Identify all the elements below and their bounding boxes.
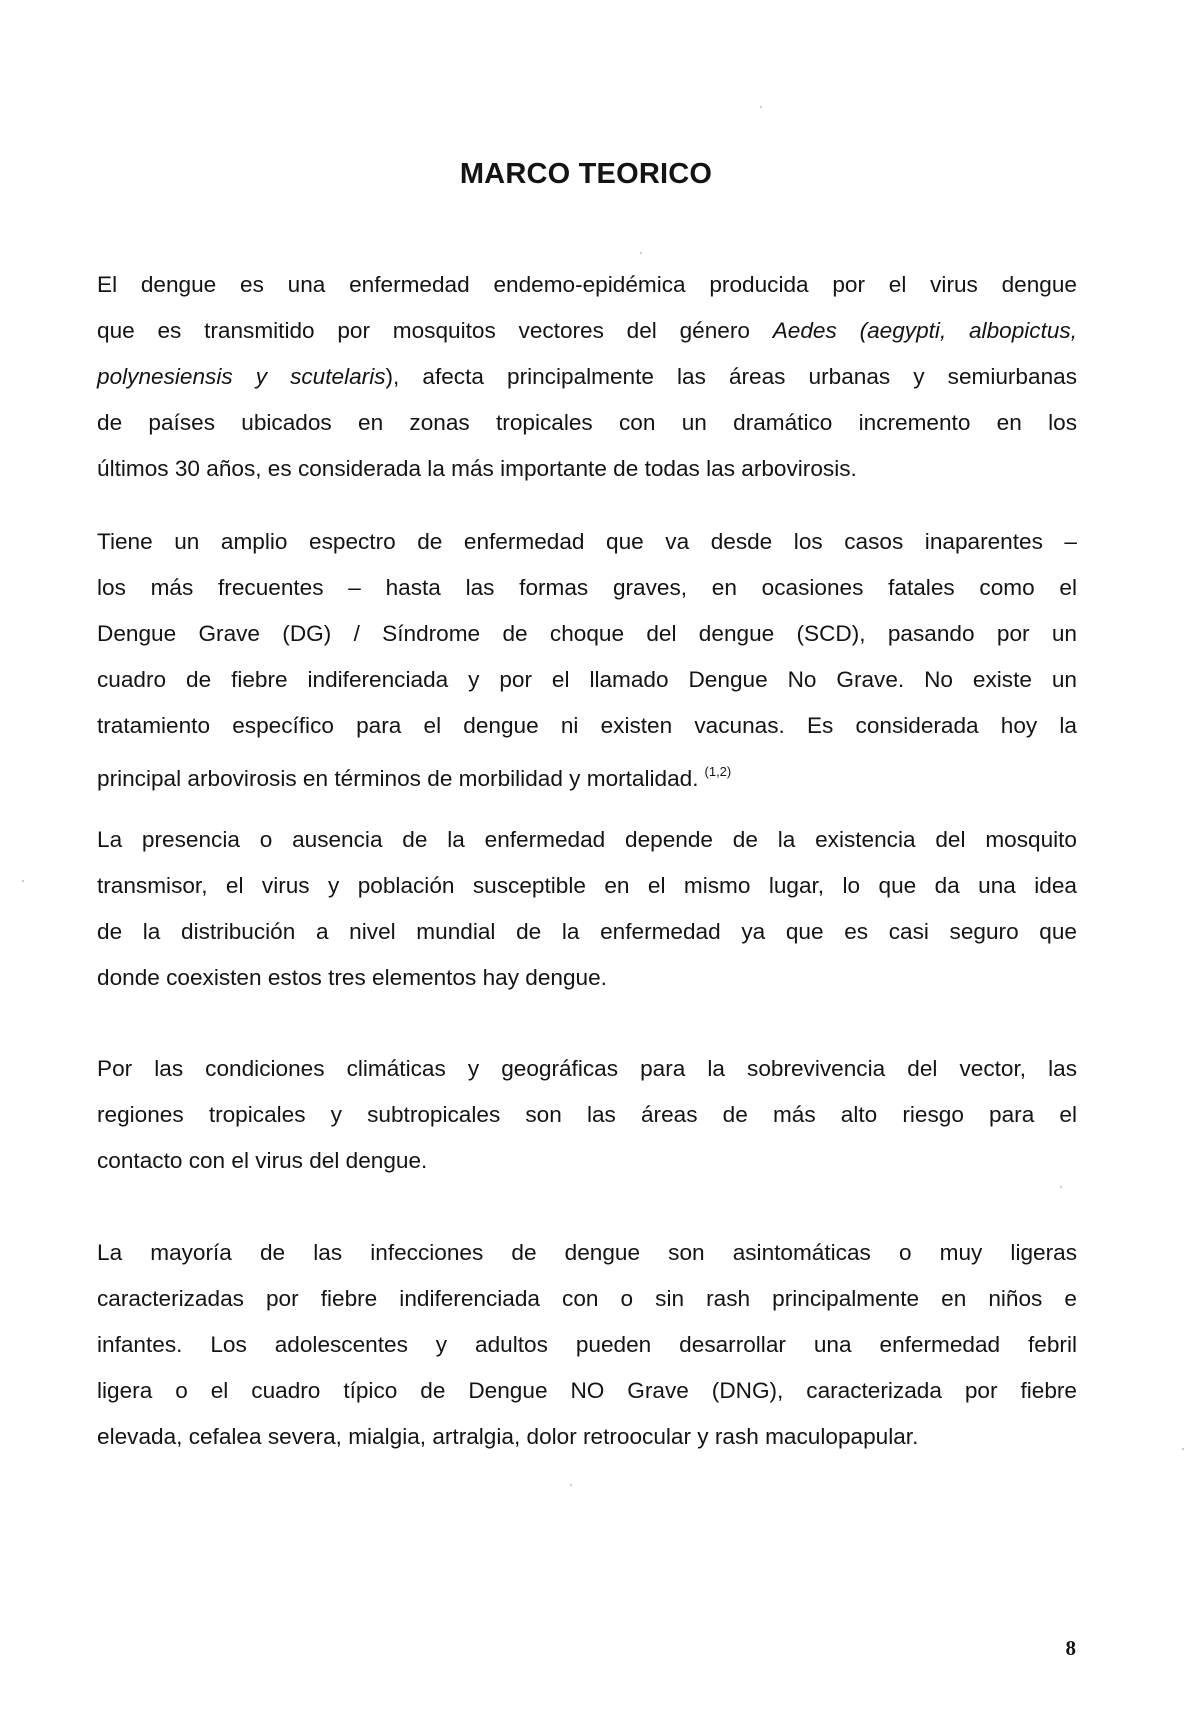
- paragraph-2: [97, 519, 1077, 802]
- paragraph-line: regiones tropicales y subtropicales son las áreas de más alto riesgo para el: [97, 1102, 1077, 1127]
- paragraph-line: de la distribución a nivel mundial de la enfermedad ya que es casi seguro que: [97, 919, 1077, 944]
- scan-speck: [1182, 1448, 1184, 1450]
- page-title: MARCO TEORICO: [459, 158, 713, 190]
- paragraph-line: polynesiensis y scutelaris), afecta principalmente las áreas urbanas y semiurbanas: [97, 364, 1077, 389]
- paragraph-5: [97, 1230, 1077, 1460]
- paragraph-line: transmisor, el virus y población susceptible en el mismo lugar, lo que da una idea: [97, 873, 1077, 898]
- paragraph-line: contacto con el virus del dengue.: [97, 1148, 428, 1173]
- paragraph-line: donde coexisten estos tres elementos hay dengue.: [97, 965, 607, 990]
- paragraph-line: caracterizadas por fiebre indiferenciada con o sin rash principalmente en niños e: [97, 1286, 1077, 1311]
- citation-superscript: (1,2): [704, 764, 732, 779]
- paragraph-line: principal arbovirosis en términos de morbilidad y mortalidad. $^{(1,2)}$: [97, 764, 732, 791]
- paragraph-line: ligera o el cuadro típico de Dengue NO Grave (DNG), caracterizada por fiebre: [97, 1378, 1077, 1403]
- paragraph-line: que es transmitido por mosquitos vectores del género Aedes (aegypti, albopictus,: [97, 318, 1078, 343]
- paragraph-1: [97, 262, 1077, 492]
- paragraph-line: Dengue Grave (DG) / Síndrome de choque del dengue (SCD), pasando por un: [97, 621, 1077, 646]
- paragraph-4: [97, 1046, 1077, 1184]
- paragraph-line: últimos 30 años, es considerada la más importante de todas las arbovirosis.: [97, 456, 857, 481]
- italic-species: Aedes (aegypti, albopictus,: [772, 318, 1078, 343]
- scan-speck: [760, 106, 762, 108]
- paragraph-line: El dengue es una enfermedad endemo-epidémica producida por el virus dengue: [97, 272, 1077, 297]
- scan-speck: [1060, 1186, 1062, 1188]
- paragraph-line: elevada, cefalea severa, mialgia, artralgia, dolor retroocular y rash maculopapular.: [97, 1424, 919, 1449]
- paragraph-line: cuadro de fiebre indiferenciada y por el llamado Dengue No Grave. No existe un: [97, 667, 1077, 692]
- paragraph-line: los más frecuentes – hasta las formas graves, en ocasiones fatales como el: [97, 575, 1077, 600]
- paragraph-line: Tiene un amplio espectro de enfermedad que va desde los casos inaparentes –: [97, 529, 1077, 554]
- paragraph-3: [97, 817, 1077, 1001]
- paragraph-line: tratamiento específico para el dengue ni existen vacunas. Es considerada hoy la: [97, 713, 1077, 738]
- paragraph-line: Por las condiciones climáticas y geográficas para la sobrevivencia del vector, las: [97, 1056, 1077, 1081]
- paragraph-line: La presencia o ausencia de la enfermedad depende de la existencia del mosquito: [97, 827, 1077, 852]
- scan-speck: [570, 1484, 572, 1486]
- paragraph-line: La mayoría de las infecciones de dengue son asintomáticas o muy ligeras: [97, 1240, 1077, 1265]
- page-number: 8: [1065, 1636, 1076, 1660]
- paragraph-line: de países ubicados en zonas tropicales con un dramático incremento en los: [97, 410, 1077, 435]
- scan-speck: [640, 252, 642, 254]
- italic-species: polynesiensis y scutelaris: [97, 364, 386, 389]
- scan-speck: [22, 880, 24, 882]
- paragraph-line: infantes. Los adolescentes y adultos pueden desarrollar una enfermedad febril: [97, 1332, 1077, 1357]
